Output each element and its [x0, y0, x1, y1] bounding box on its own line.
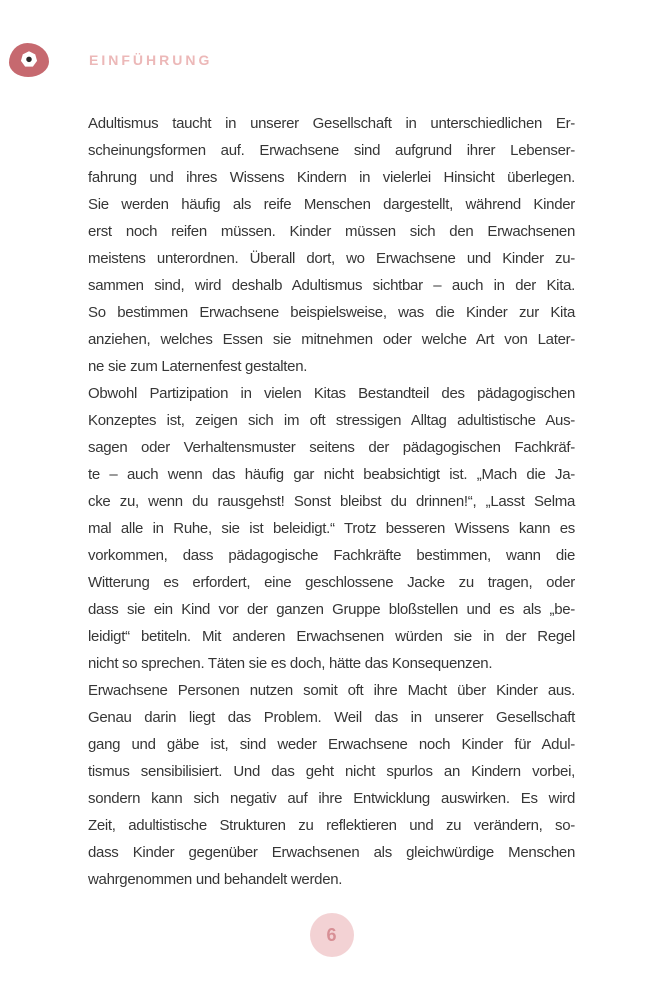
text-line: gang und gäbe ist, sind weder Erwachsene noch Kinder für Adul-: [88, 736, 575, 753]
text-line: nicht so sprechen. Täten sie es doch, hätte das Konsequenzen.: [88, 655, 493, 672]
text-line: Sie werden häufig als reife Menschen dargestellt, während Kinder: [88, 196, 575, 213]
text-line: Obwohl Partizipation in vielen Kitas Bestandteil des pädagogischen: [88, 385, 575, 402]
page-number: 6: [326, 924, 337, 945]
text-line: ne sie zum Laternenfest gestalten.: [88, 358, 308, 375]
text-line: Genau darin liegt das Problem. Weil das in unserer Gesellschaft: [88, 709, 575, 726]
text-line: scheinungsformen auf. Erwachsene sind aufgrund ihrer Lebenser-: [88, 142, 575, 159]
body-text: [88, 110, 575, 893]
text-line: sondern kann sich negativ auf ihre Entwicklung auswirken. Es wird: [88, 790, 575, 807]
page-number-badge: [310, 913, 354, 957]
section-heading: EINFÜHRUNG: [89, 52, 213, 68]
text-line: Zeit, adultistische Strukturen zu reflektieren und zu verändern, so-: [88, 817, 575, 834]
text-line: vorkommen, dass pädagogische Fachkräfte bestimmen, wann die: [88, 547, 575, 564]
text-line: mal alle in Ruhe, sie ist beleidigt.“ Trotz besseren Wissens kann es: [88, 520, 575, 537]
text-line: So bestimmen Erwachsene beispielsweise, was die Kinder zur Kita: [88, 304, 575, 321]
text-line: te – auch wenn das häufig gar nicht beabsichtigt ist. „Mach die Ja-: [88, 466, 575, 483]
text-line: Witterung es erfordert, eine geschlossene Jacke zu tragen, oder: [88, 574, 575, 591]
text-line: cke zu, wenn du rausgehst! Sonst bleibst du drinnen!“, „Lasst Selma: [88, 493, 575, 510]
text-line: sagen oder Verhaltensmuster seitens der pädagogischen Fachkräf-: [88, 439, 575, 456]
text-line: erst noch reifen müssen. Kinder müssen sich den Erwachsenen: [88, 223, 575, 240]
nut-icon: [18, 49, 40, 71]
text-line: Adultismus taucht in unserer Gesellschaft in unterschiedlichen Er-: [88, 115, 575, 132]
chapter-badge: [9, 43, 49, 77]
text-line: leidigt“ betiteln. Mit anderen Erwachsenen würden sie in der Regel: [88, 628, 575, 645]
text-line: fahrung und ihres Wissens Kindern in vielerlei Hinsicht überlegen.: [88, 169, 575, 186]
text-line: dass Kinder gegenüber Erwachsenen als gleichwürdige Menschen: [88, 844, 575, 861]
text-line: anziehen, welches Essen sie mitnehmen oder welche Art von Later-: [88, 331, 575, 348]
text-line: tismus sensibilisiert. Und das geht nicht spurlos an Kindern vorbei,: [88, 763, 575, 780]
text-line: meistens unterordnen. Überall dort, wo Erwachsene und Kinder zu-: [88, 250, 575, 267]
text-line: Erwachsene Personen nutzen somit oft ihre Macht über Kinder aus.: [88, 682, 575, 699]
text-line: wahrgenommen und behandelt werden.: [88, 871, 343, 888]
text-line: dass sie ein Kind vor der ganzen Gruppe bloßstellen und es als „be-: [88, 601, 575, 618]
text-line: sammen sind, wird deshalb Adultismus sichtbar – auch in der Kita.: [88, 277, 575, 294]
text-line: Konzeptes ist, zeigen sich im oft stressigen Alltag adultistische Aus-: [88, 412, 575, 429]
